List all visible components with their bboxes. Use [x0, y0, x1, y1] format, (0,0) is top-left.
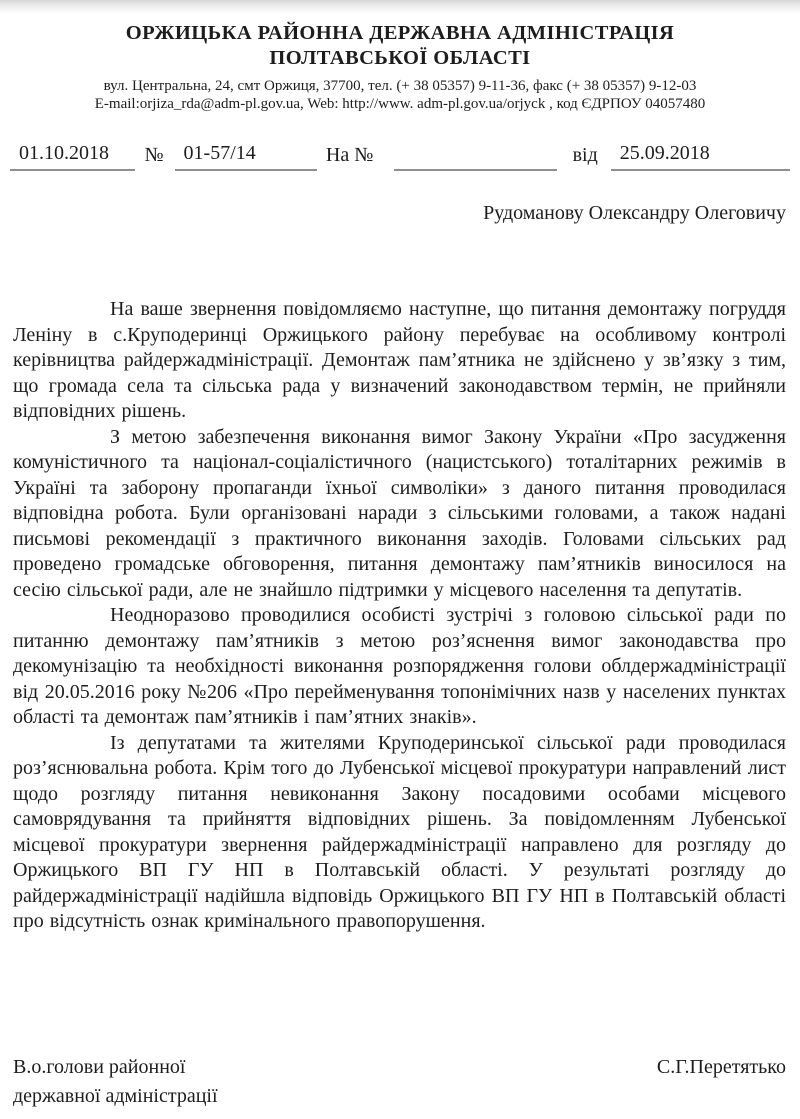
organization-name-line2: ПОЛТАВСЬКОЇ ОБЛАСТІ	[269, 47, 531, 69]
incoming-date-field: 25.09.2018	[611, 142, 790, 171]
signature-block	[13, 1053, 786, 1111]
address-line: вул. Центральна, 24, смт Оржиця, 37700, тел. (+ 38 05357) 9-11-36, факс (+ 38 05357) 9-12-03	[103, 78, 697, 94]
contact-line: E-mail:orjiza_rda@adm-pl.gov.ua, Web: http://www. adm-pl.gov.ua/orjyck , код ЄДРПОУ 04057480	[94, 95, 706, 112]
body-paragraph-3: Неодноразово проводилися особисті зустрічі з головою сільської ради по питанню демонтажу пам’ятників з метою роз’яснення вимог законодавства про декомунізацію та необхідності виконання розпорядження голови облдержадміністрації від 20.05.2016 року №206 «Про перейменування топонімічних назв у населених пунктах області та демонтаж пам’ятників і пам’ятних знаків».	[13, 604, 786, 728]
letter-body	[13, 297, 786, 935]
from-date-label: від	[572, 144, 598, 166]
organization-name-line1: ОРЖИЦЬКА РАЙОННА ДЕРЖАВНА АДМІНІСТРАЦІЯ	[125, 22, 675, 44]
body-paragraph-4: Із депутатами та жителями Круподеринської сільської ради проводилася роз’яснювальна робота. Крім того до Лубенської місцевої прокуратури направлений лист щодо розгляду питання невиконання Закону посадовими особами місцевого самоврядування та прийняття відповідних рішень. За повідомленням Лубенської місцевої прокуратури звернення райдержадміністрації направлено для розгляду до Оржицького ВП ГУ НП в Полтавській області. У результаті розгляду до райдержадміністрації надійшла відповідь Оржицького ВП ГУ НП в Полтавській області про відсутність ознак кримінального правопорушення.	[13, 731, 786, 932]
incoming-number-field	[394, 165, 556, 171]
number-label: №	[144, 144, 164, 166]
letterhead	[0, 0, 800, 113]
addressee: Рудоманову Олександру Олеговичу	[483, 202, 786, 224]
reference-row	[10, 142, 790, 171]
signer-name: С.Г.Перетятько	[656, 1056, 786, 1078]
body-paragraph-2: З метою забезпечення виконання вимог Закону України «Про засудження комуністичного та націонал-соціалістичного (нацистського) тоталітарних режимів в Україні та заборону пропаганди їхньої символіки» з даного питання проводилася відповідна робота. Були організовані наради з сільськими головами, а також надані письмові рекомендації з практичного виконання заходів. Головами сільських рад проведено громадське обговорення, питання демонтажу пам’ятників виносилося на сесію сільської ради, але не знайшло підтримки у місцевого населення та депутатів.	[13, 425, 786, 601]
signer-position-line2: державної адміністрації	[13, 1085, 218, 1107]
signer-position	[13, 1053, 218, 1111]
incoming-number-label: На №	[325, 144, 374, 166]
outgoing-date-field: 01.10.2018	[10, 142, 135, 171]
outgoing-number-field: 01-57/14	[175, 142, 317, 171]
body-paragraph-1: На ваше звернення повідомляємо наступне, що питання демонтажу погруддя Леніну в с.Круподеринці Оржицького району перебуває на особливому контролі керівництва райдержадміністрації. Демонтаж пам’ятника не здійснено у зв’язку з тим, що громада села та сільська рада у визначений законодавством термін, не прийняли відповідних рішень.	[13, 298, 786, 422]
signer-position-line1: В.о.голови районної	[13, 1056, 186, 1078]
